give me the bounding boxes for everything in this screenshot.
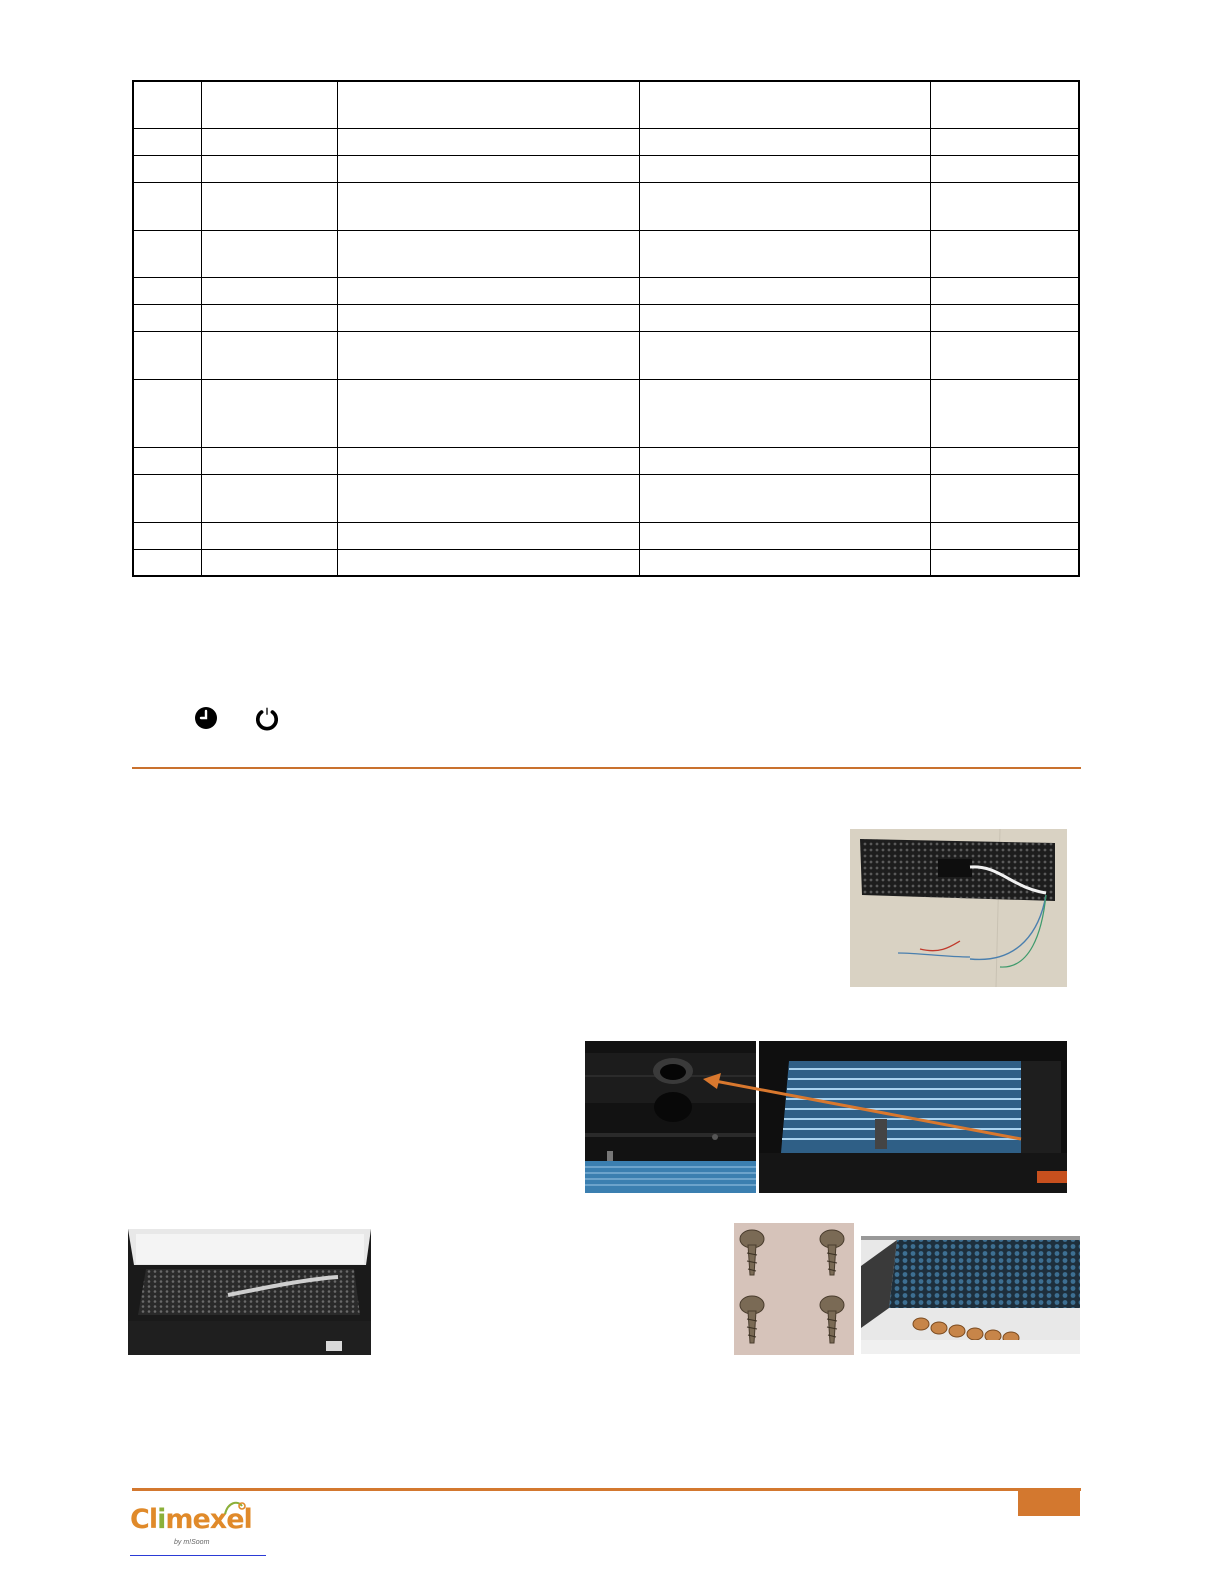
table-row-divider <box>134 447 1078 448</box>
section-divider <box>132 767 1081 769</box>
logo-part: i <box>157 1504 166 1535</box>
table-row-divider <box>134 304 1078 305</box>
logo-swirl-icon <box>222 1498 246 1518</box>
power-icon <box>254 705 278 729</box>
unit-top-grille-photo <box>128 1229 371 1355</box>
table-row-divider <box>134 277 1078 278</box>
table-row-divider <box>134 522 1078 523</box>
table-row-divider <box>134 331 1078 332</box>
table-row-divider <box>134 155 1078 156</box>
arrow-indicator <box>585 1041 1067 1193</box>
table-row-divider <box>134 182 1078 183</box>
perforated-panel-photo <box>850 829 1067 987</box>
page-number-box <box>1018 1491 1080 1516</box>
table-row-divider <box>134 549 1078 550</box>
copper-coil-photo <box>861 1236 1080 1354</box>
logo-part: Cl <box>130 1504 158 1535</box>
logo-tagline: by m!Soom <box>174 1539 210 1546</box>
footer-rule <box>132 1488 1081 1491</box>
brand-logo <box>130 1498 250 1550</box>
footer-link-underline[interactable] <box>130 1555 266 1556</box>
logo-part: mexel <box>165 1504 252 1535</box>
spec-table <box>132 80 1080 577</box>
clock-icon <box>194 706 218 730</box>
table-row-divider <box>134 379 1078 380</box>
table-row-divider <box>134 230 1078 231</box>
screws-photo <box>734 1223 854 1355</box>
table-row-divider <box>134 128 1078 129</box>
table-row-divider <box>134 474 1078 475</box>
